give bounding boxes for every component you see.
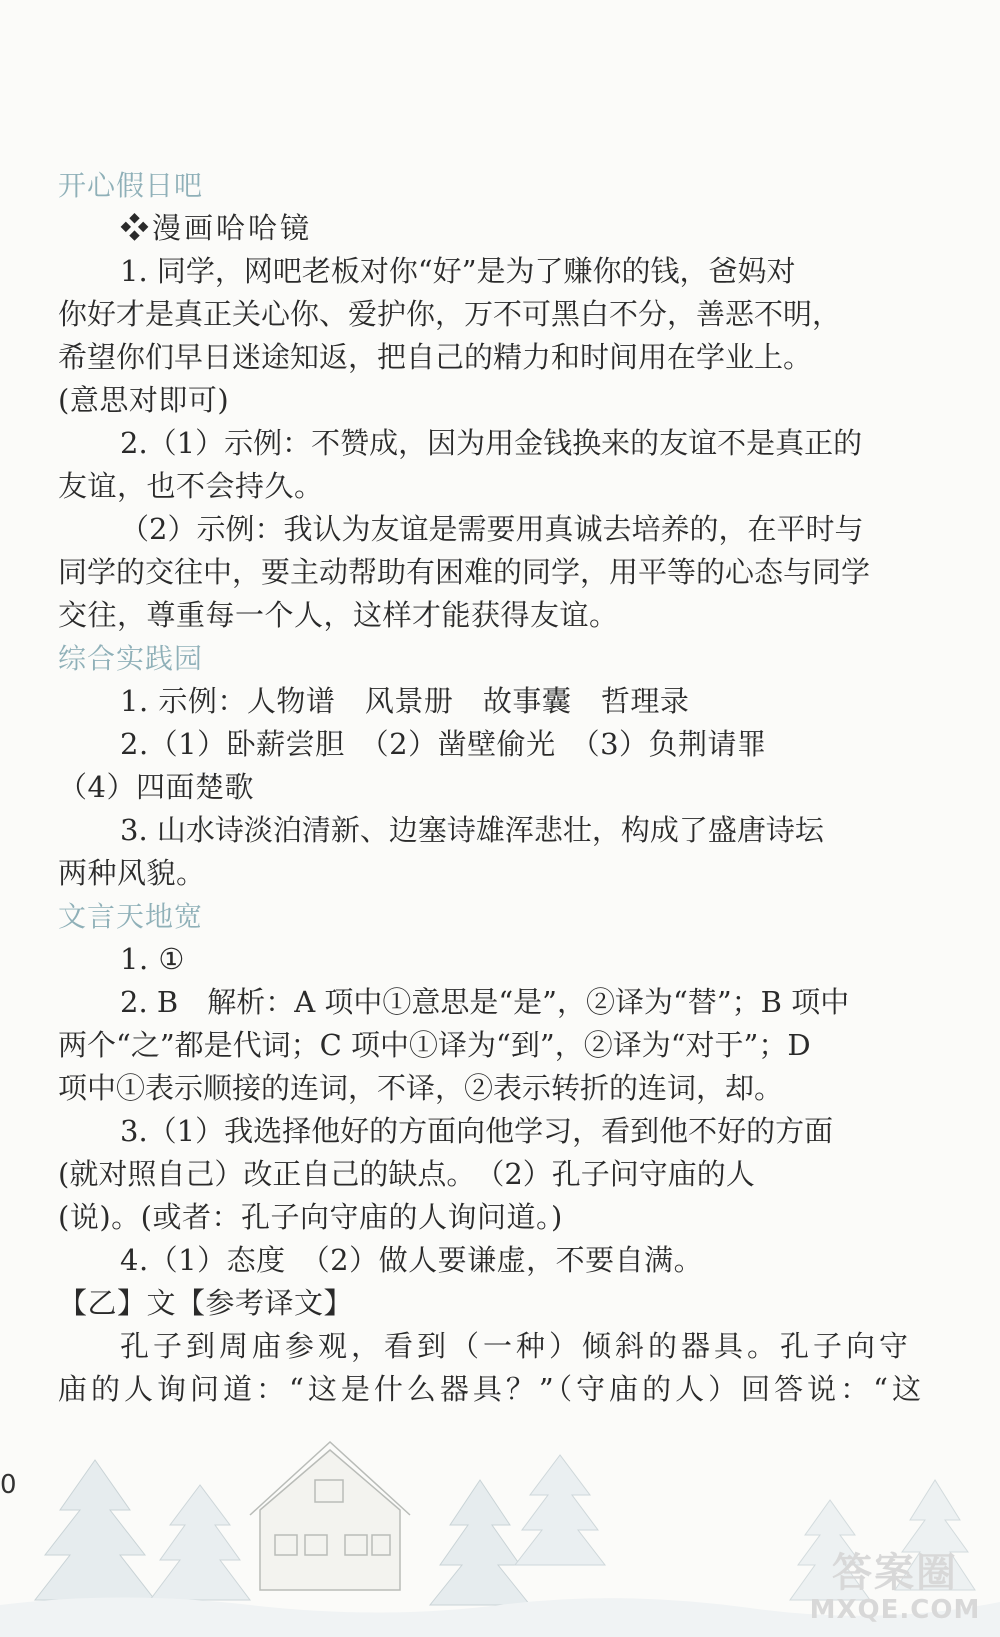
answer-content	[58, 164, 948, 1411]
text-line: 你好才是真正关心你、爱护你，万不可黑白不分，善恶不明，	[58, 297, 842, 331]
text-line: (就对照自己）改正自己的缺点。 （2）孔子问守庙的人	[58, 1157, 755, 1191]
house-icon	[250, 1442, 410, 1590]
text-line: （4）四面楚歌	[58, 770, 254, 804]
text-line: (说)。(或者：孔子向守庙的人询问道。)	[58, 1200, 563, 1234]
text-line: 两个“之”都是代词；C 项中①译为“到”，②译为“对于”；D	[58, 1028, 811, 1062]
text-line: 2.（1）卧薪尝胆 （2）凿壁偷光 （3）负荆请罪	[120, 727, 767, 761]
text-line: 1. 示例：人物谱 风景册 故事囊 哲理录	[120, 684, 690, 718]
text-line: 3.（1）我选择他好的方面向他学习，看到他不好的方面	[120, 1114, 834, 1148]
text-line: (意思对即可)	[58, 383, 230, 417]
text-line: 交往，尊重每一个人，这样才能获得友谊。	[58, 598, 619, 632]
text-line: 2. B 解析：A 项中①意思是“是”，②译为“替”；B 项中	[120, 985, 850, 1019]
watermark-domain: MXQE.COM	[809, 1595, 981, 1625]
text-line: 两种风貌。	[58, 856, 206, 890]
text-line: 1. 同学，网吧老板对你“好”是为了赚你的钱，爸妈对	[120, 254, 796, 288]
snow-tree-icon	[150, 1485, 250, 1600]
section-title-yiwen: 【乙】文【参考译文】	[58, 1286, 354, 1320]
text-line: 友谊，也不会持久。	[58, 469, 324, 503]
snow-tree-icon	[35, 1460, 155, 1600]
text-line: （2）示例：我认为友谊是需要用真诚去培养的，在平时与	[120, 512, 864, 546]
text-line: 2.（1）示例：不赞成，因为用金钱换来的友谊不是真正的	[120, 426, 863, 460]
text-line: 3. 山水诗淡泊清新、边塞诗雄浑悲壮，构成了盛唐诗坛	[120, 813, 824, 847]
text-line: 庙的人询问道：“这是什么器具？”（守庙的人）回答说：“这	[58, 1372, 925, 1406]
text-line: 孔子到周庙参观，看到（一种）倾斜的器具。孔子向守	[120, 1329, 913, 1363]
text-line: 希望你们早日迷途知返，把自己的精力和时间用在学业上。	[58, 340, 813, 374]
text-line: 4.（1）态度 （2）做人要谦虚，不要自满。	[120, 1243, 704, 1277]
site-watermark	[795, 1550, 995, 1630]
snow-tree-icon	[515, 1455, 605, 1565]
sub-heading-manhua: ❖漫画哈哈镜	[120, 211, 313, 245]
text-line: 同学的交往中，要主动帮助有困难的同学，用平等的心态与同学	[58, 555, 871, 589]
text-line: 1. ①	[120, 942, 185, 976]
snow-tree-icon	[430, 1480, 530, 1605]
watermark-logo-text: 答案圈	[832, 1550, 958, 1596]
section-title-kaixin: 开心假日吧	[58, 169, 204, 202]
section-title-zonghe: 综合实践园	[58, 642, 204, 675]
page-number: 0	[0, 1470, 17, 1500]
text-line: 项中①表示顺接的连词，不译，②表示转折的连词，却。	[58, 1071, 784, 1105]
section-title-wenyan: 文言天地宽	[58, 900, 204, 933]
